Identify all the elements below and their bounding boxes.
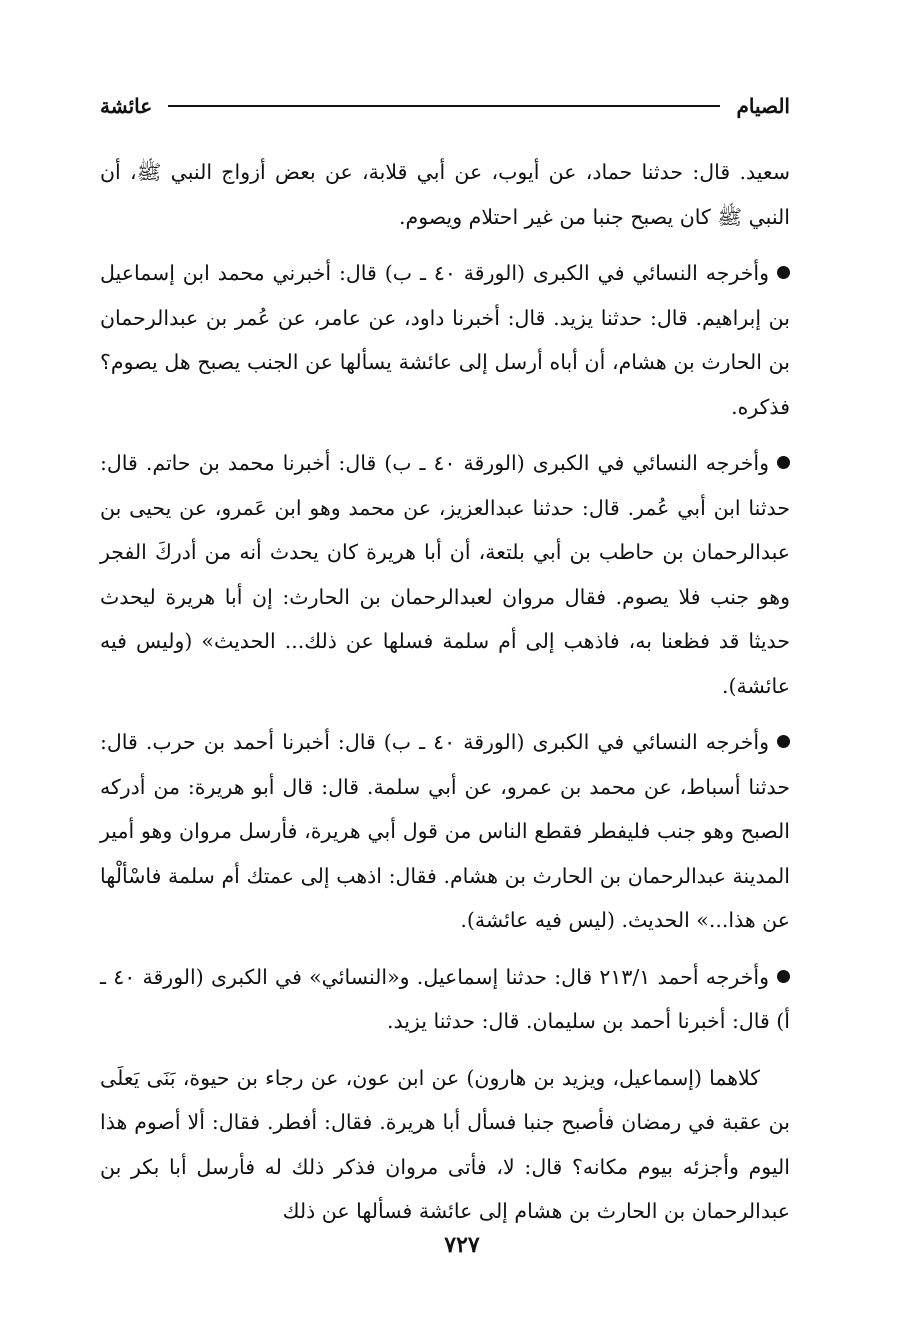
bullet-icon (777, 456, 790, 469)
paragraph-text: وأخرجه أحمد ٢١٣/١ قال: حدثنا إسماعيل. و«النسائي» في الكبرى (الورقة ٤٠ ـ أ) قال: أخبرنا أحمد بن سليمان. قال: حدثنا يزيد. (100, 964, 790, 1033)
paragraph (100, 955, 790, 1044)
header-rule (168, 105, 720, 107)
paragraph-text: وأخرجه النسائي في الكبرى (الورقة ٤٠ ـ ب) قال: أخبرنا محمد بن حاتم. قال: حدثنا ابن أبي عُمر. قال: حدثنا عبدالعزيز، عن محمد وهو ابن عَمرو، عن يحيى بن عبدالرحمان بن حاطب بن أبي بلتعة، أن أبا هريرة كان يحدث أنه من أدركَ الفجر وهو جنب فلا يصوم. فقال مروان لعبدالرحمان بن الحارث: إن أبا هريرة ليحدث حديثا قد فظعنا به، فاذهب إلى أم سلمة فسلها عن ذلك... الحديث» (وليس فيه عائشة). (100, 451, 790, 698)
paragraph (100, 441, 790, 708)
paragraph-text: وأخرجه النسائي في الكبرى (الورقة ٤٠ ـ ب) قال: أخبرنا أحمد بن حرب. قال: حدثنا أسباط، عن محمد بن عمرو، عن أبي سلمة. قال: قال أبو هريرة: من أدركه الصبح وهو جنب فليفطر فقطع الناس من قول أبي هريرة، فأرسل مروان وهو أمير المدينة عبدالرحمان بن الحارث بن هشام. فقال: اذهب إلى عمتك أم سلمة فاسْألْها عن هذا...» الحديث. (ليس فيه عائشة). (100, 730, 790, 932)
paragraph-text: سعيد. قال: حدثنا حماد، عن أيوب، عن أبي قلابة، عن بعض أزواج النبي ﷺ، أن النبي ﷺ كان يصبح جنبا من غير احتلام ويصوم. (100, 160, 790, 229)
page-number: ٧٢٧ (444, 1232, 480, 1258)
paragraph (100, 720, 790, 943)
paragraph (100, 251, 790, 429)
chapter-title: عائشة (100, 94, 153, 118)
section-title: الصيام (736, 94, 790, 118)
paragraph (100, 150, 790, 239)
bullet-icon (777, 266, 790, 279)
running-header (100, 88, 790, 124)
bullet-icon (777, 735, 790, 748)
paragraph (100, 1056, 790, 1234)
main-text (100, 150, 790, 1246)
bullet-icon (777, 970, 790, 983)
paragraph-text: وأخرجه النسائي في الكبرى (الورقة ٤٠ ـ ب) قال: أخبرني محمد ابن إسماعيل بن إبراهيم. قال: حدثنا يزيد. قال: أخبرنا داود، عن عامر، عن عُمر بن عبدالرحمان بن الحارث بن هشام، أن أباه أرسل إلى عائشة يسألها عن الجنب يصبح هل يصوم؟ فذكره. (100, 261, 790, 419)
paragraph-text: كلاهما (إسماعيل، ويزيد بن هارون) عن ابن عون، عن رجاء بن حيوة، بَنَى يَعلَى بن عقبة في رمضان فأصبح جنبا فسأل أبا هريرة. فقال: أفطر. فقال: ألا أصوم هذا اليوم وأجزئه بيوم مكانه؟ قال: لا، فأتى مروان فذكر ذلك له فأرسل أبا بكر بن عبدالرحمان بن الحارث بن هشام إلى عائشة فسألها عن ذلك (100, 1065, 790, 1223)
